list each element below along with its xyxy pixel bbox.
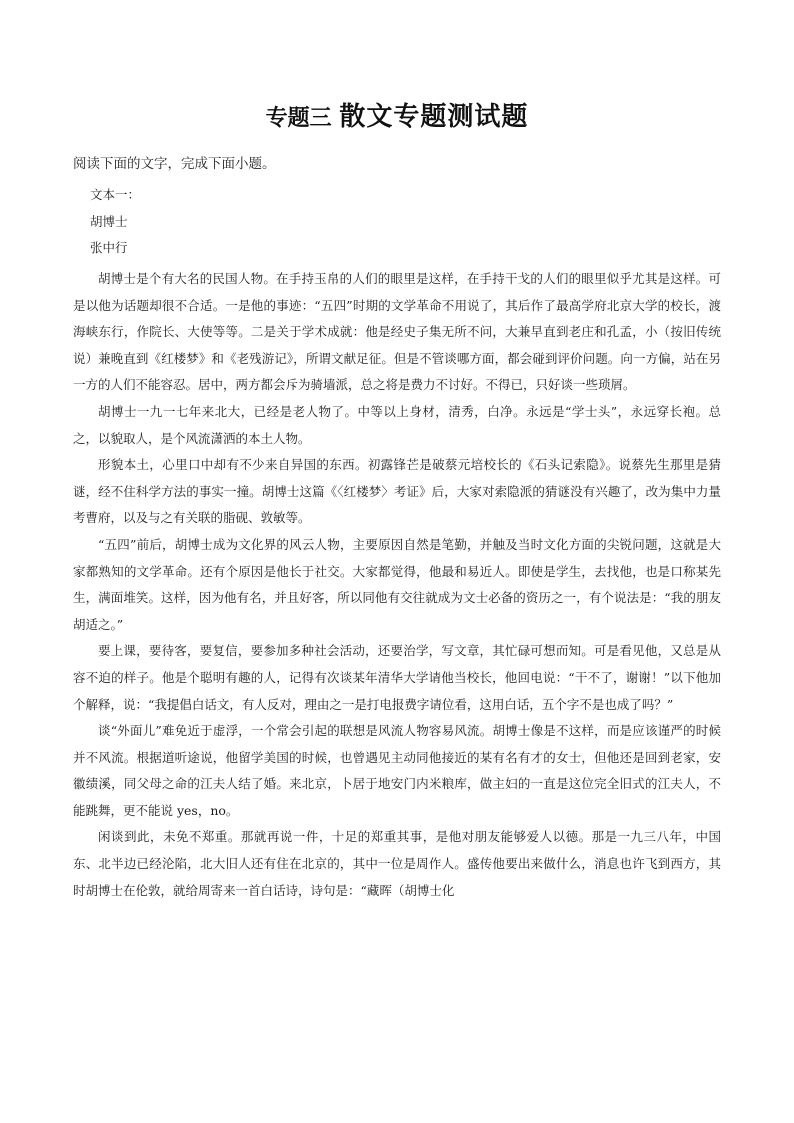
title-main: 散文专题测试题 (339, 102, 529, 132)
page-title (0, 96, 794, 133)
paragraph: 胡博士一九一七年来北大，已经是老人物了。中等以上身材，清秀，白净。永远是“学士头”，永远穿长袍。总之，以貌取人，是个风流潇洒的本土人物。 (73, 403, 721, 446)
paragraph: 胡博士是个有大名的民国人物。在手持玉帛的人们的眼里是这样，在手持干戈的人们的眼里似乎尤其是这样。可是以他为话题却很不合适。一是他的事迹：“五四”时期的文学革命不用说了，其后作了最高学府北京大学的校长，渡海峡东行，作院长、大使等等。二是关于学术成就：他是经史子集无所不问，大兼早直到老庄和孔孟，小（按旧传统说）兼晚直到《红楼梦》和《老残游记》，所谓文献足征。但是不管谈哪方面，都会碰到评价问题。向一方偏，站在另一方的人们不能容忍。居中，两方都会斥为骑墙派，总之将是费力不讨好。不得已，只好谈一些琐屑。 (73, 271, 721, 393)
paragraph: 形貌本土，心里口中却有不少来自异国的东西。初露锋芒是破蔡元培校长的《石头记索隐》。说蔡先生那里是猜谜，经不住科学方法的事实一撞。胡博士这篇《〈红楼梦〉考证》后，大家对索隐派的猜谜没有兴趣了，改为集中力量考曹府，以及与之有关联的脂砚、敦敏等。 (73, 457, 721, 526)
instruction-text: 阅读下面的文字，完成下面小题。 (73, 156, 276, 172)
paragraph: “五四”前后，胡博士成为文化界的风云人物，主要原因自然是笔勤，并触及当时文化方面的尖锐问题，这就是大家都熟知的文学革命。还有个原因是他长于社交。大家都觉得，他最和易近人。即使是学生，去找他，也是口称某先生，满面堆笑。这样，因为他有名，并且好客，所以同他有交往就成为文士必备的资历之一，有个说法是：“我的朋友胡适之。” (73, 536, 721, 632)
paragraph: 要上课，要待客，要复信，要参加多种社会活动，还要治学，写文章，其忙碌可想而知。可是看见他，又总是从容不迫的样子。他是个聪明有趣的人，记得有次谈某年清华大学请他当校长，他回电说：“干不了，谢谢！”以下他加个解释，说：“我提倡白话文，有人反对，理由之一是打电报费字请位看，这用白话，五个字不是也成了吗？” (73, 643, 721, 712)
article-title: 胡博士 (90, 214, 128, 229)
title-topic: 专题三 (265, 106, 340, 131)
text-label: 文本一： (90, 187, 141, 202)
article-body (73, 266, 721, 904)
paragraph: 谈“外面儿”难免近于虚浮，一个常会引起的联想是风流人物容易风流。胡博士像是不这样，而是应该谨严的时候并不风流。根据道听途说，他留学美国的时候，也曾遇见主动同他接近的某有名有才的女士，但他还是回到老家，安徽绩溪，同父母之命的江夫人结了婚。来北京，卜居于地安门内米粮库，做主妇的一直是这位完全旧式的江夫人，不能跳舞，更不能说 yes，no。 (73, 723, 721, 818)
paragraph: 闲谈到此，未免不郑重。那就再说一件，十足的郑重其事，是他对朋友能够爱人以德。那是一九三八年，中国东、北半边已经沦陷，北大旧人还有住在北京的，其中一位是周作人。盛传他要出来做什么，消息也许飞到西方，其时胡博士在伦敦，就给周寄来一首白话诗，诗句是：“藏晖（胡博士化 (73, 829, 721, 898)
author-name: 张中行 (90, 240, 128, 255)
